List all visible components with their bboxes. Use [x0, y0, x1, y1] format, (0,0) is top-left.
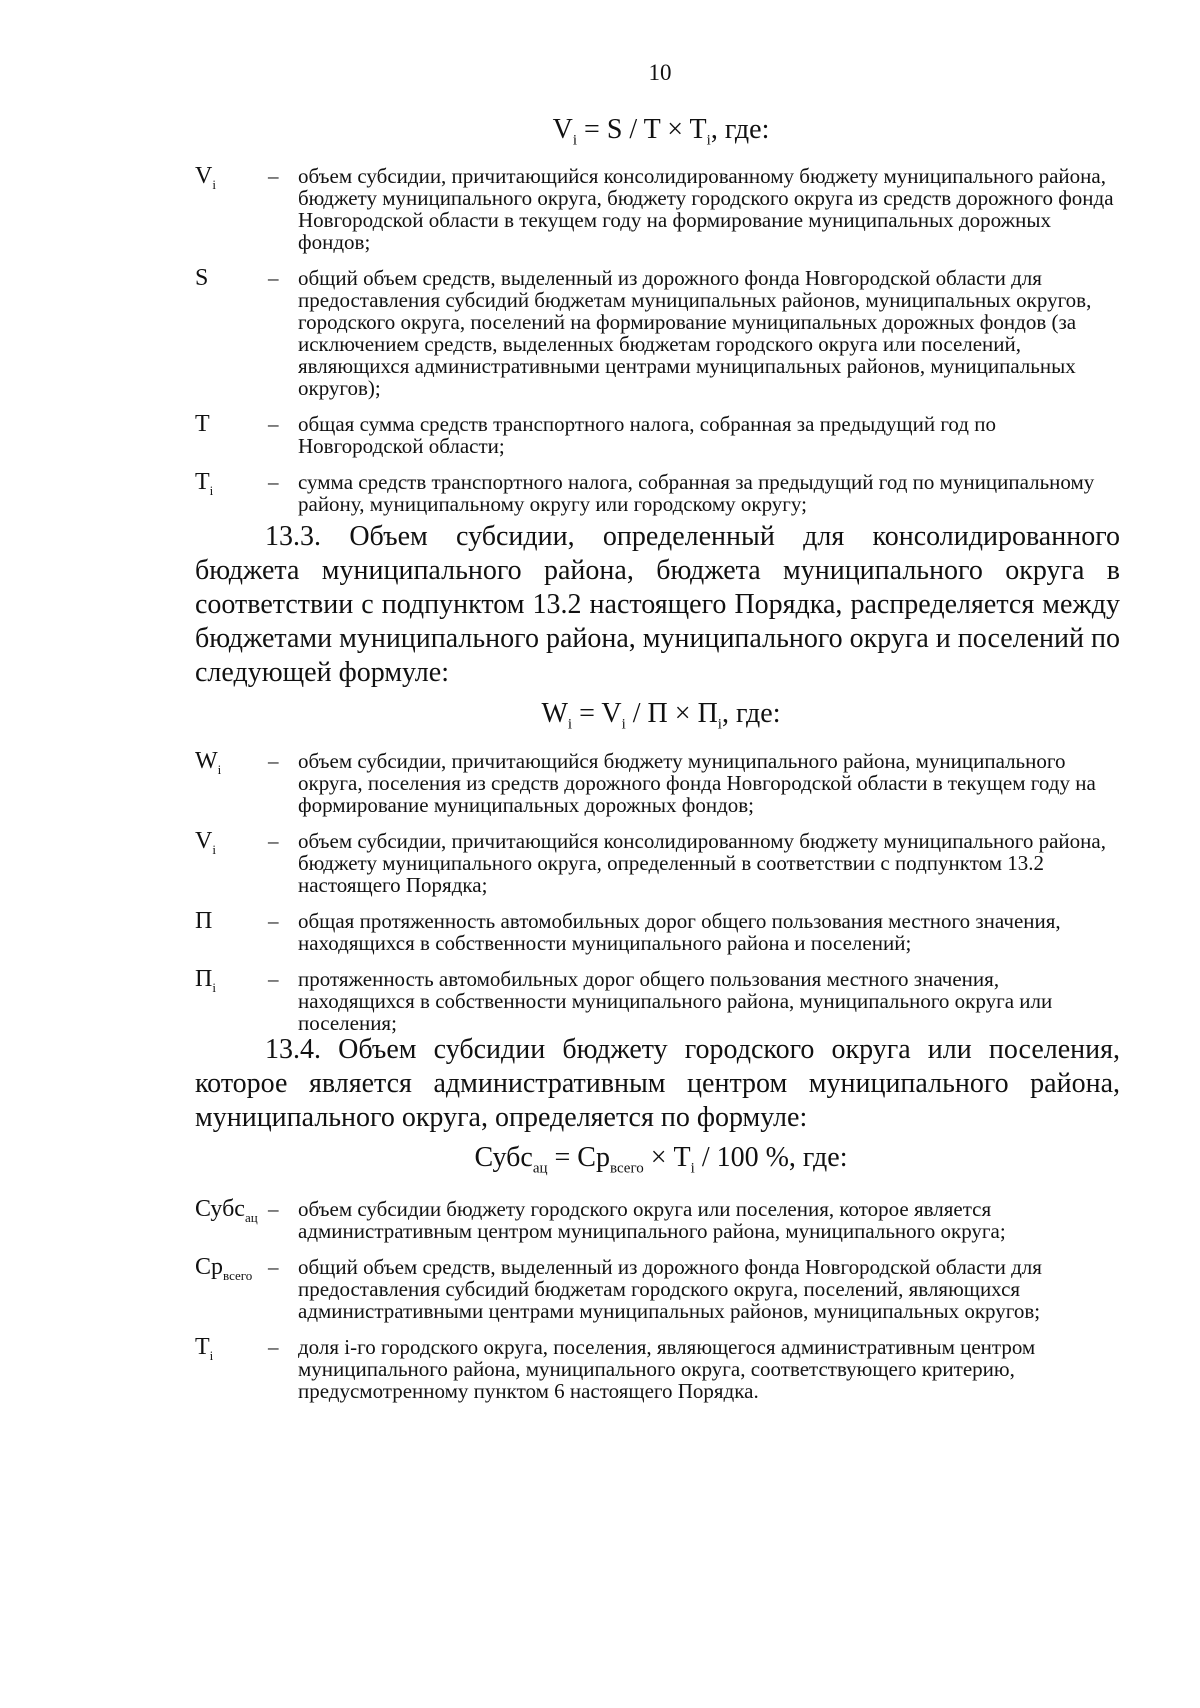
definition-row [195, 1256, 1120, 1322]
definition-text: общая сумма средств транспортного налога, собранная за предыдущий год по Новгородской области; [298, 412, 996, 458]
formula-subs-ac [0, 1142, 1200, 1178]
definition-row [195, 830, 1120, 896]
formula-term: , где: [710, 114, 770, 145]
definition-row [195, 471, 1120, 515]
definition-symbol: Субс$_{ац}$ [195, 1196, 258, 1225]
formula-term: , где: [721, 698, 781, 729]
definition-text: объем субсидии, причитающийся консолидированному бюджету муниципального района, бюджету муниципального округа, бюджету городского округа из средств дорожного фонда Новгородской области в текущем году на формирование муниципальных дорожных фондов; [298, 164, 1114, 254]
definition-row [195, 413, 1120, 457]
definition-symbol: $П_i$ [195, 966, 216, 995]
definition-text: доля i-го городского округа, поселения, являющегося административным центром муниципального района, муниципального округа, соответствующего критерию, предусмотренному пунктом 6 настоящего Порядка. [298, 1335, 1036, 1403]
definition-dash: – [268, 164, 279, 188]
definition-text: общая протяженность автомобильных дорог общего пользования местного значения, находящихся в собственности муниципального района и поселений; [298, 909, 1061, 955]
definition-dash: – [268, 470, 279, 494]
definition-text: сумма средств транспортного налога, собранная за предыдущий год по муниципальному району, муниципальному округу или городскому округу; [298, 470, 1095, 516]
formula-subscript: i [572, 132, 578, 149]
formula-term: / 100 %, где: [694, 1142, 848, 1173]
definition-symbol: $V_i$ [195, 828, 216, 857]
formula-w-i [0, 698, 1200, 734]
definition-row [195, 165, 1120, 253]
definition-row [195, 1198, 1120, 1242]
definition-symbol: $Ср_{всего}$ [195, 1254, 253, 1283]
formula-term: / П × П [625, 698, 718, 729]
definition-dash: – [268, 266, 279, 290]
definition-row [195, 267, 1120, 399]
paragraph-13-3: 13.3. Объем субсидии, определенный для консолидированного бюджета муниципального района, бюджета муниципального округа в соответствии с подпунктом 13.2 настоящего Порядка, распределяется между бюджетами муниципального района, муниципального округа и поселений по следующей формуле: [195, 521, 1120, 688]
definition-text: протяженность автомобильных дорог общего пользования местного значения, находящихся в собственности муниципального района, муниципального округа или поселения; [298, 967, 1053, 1035]
definition-text: общий объем средств, выделенный из дорожного фонда Новгородской области для предоставления субсидий бюджетам муниципальных районов, муниципальных округов, городского округа, поселений на формирование муниципальных дорожных фондов (за исключением средств, выделенных бюджетам городского округа или поселений, являющихся административными центрами муниципальных районов, муниципальных округов); [298, 266, 1092, 400]
formula-term: = Ср [547, 1142, 610, 1173]
formula-subscript: i [621, 716, 626, 733]
formula-v-i [0, 114, 1200, 150]
definition-dash: – [268, 909, 279, 933]
definition-row [195, 750, 1120, 816]
formula-term: W [541, 698, 568, 729]
definitions-list-1 [195, 165, 1120, 515]
definition-symbol: $V_i$ [195, 163, 216, 192]
formula-subscript: i [567, 716, 573, 733]
definition-row [195, 910, 1120, 954]
definitions-list-3 [195, 1198, 1120, 1402]
definition-text: объем субсидии бюджету городского округа или поселения, которое является административным центром муниципального района, муниципального округа; [298, 1197, 1006, 1243]
definition-row [195, 1336, 1120, 1402]
definition-dash: – [268, 1335, 279, 1359]
definition-symbol: $T_i$ [195, 469, 214, 498]
formula-subscript: i [706, 132, 711, 149]
definition-symbol: П [195, 908, 213, 934]
definition-row [195, 968, 1120, 1034]
definition-dash: – [268, 1255, 279, 1279]
paragraph-13-4: 13.4. Объем субсидии бюджету городского округа или поселения, которое является административным центром муниципального района, муниципального округа, определяется по формуле: [195, 1034, 1120, 1133]
formula-term: Субс [474, 1142, 533, 1173]
formula-subscript: ац [532, 1160, 548, 1177]
definition-symbol: S [195, 265, 209, 291]
definitions-list-2 [195, 750, 1120, 1034]
definition-text: объем субсидии, причитающийся бюджету муниципального района, муниципального округа, поселения из средств дорожного фонда Новгородской области в текущем году на формирование муниципальных дорожных фондов; [298, 749, 1096, 817]
formula-term: = V [572, 698, 622, 729]
formula-term: × Т [643, 1142, 691, 1173]
definition-dash: – [268, 967, 279, 991]
definition-dash: – [268, 829, 279, 853]
definition-symbol: $W_i$ [195, 748, 222, 777]
formula-subscript: i [717, 716, 722, 733]
page-number: 10 [648, 60, 672, 85]
formula-term: = S / T × T [577, 114, 707, 145]
formula-subscript: всего [609, 1160, 644, 1177]
definition-dash: – [268, 1197, 279, 1221]
formula-subscript: i [690, 1160, 695, 1177]
definition-text: общий объем средств, выделенный из дорожного фонда Новгородской области для предоставления субсидий бюджетам городского округа, поселений, являющихся административными центрами муниципальных районов, муниципальных округов; [298, 1255, 1042, 1323]
definition-symbol: $Т_i$ [195, 1334, 214, 1363]
formula-term: V [552, 114, 573, 145]
definition-text: объем субсидии, причитающийся консолидированному бюджету муниципального района, бюджету муниципального округа, определенный в соответствии с подпунктом 13.2 настоящего Порядка; [298, 829, 1106, 897]
definition-dash: – [268, 749, 279, 773]
definition-dash: – [268, 412, 279, 436]
definition-symbol: T [195, 411, 210, 437]
